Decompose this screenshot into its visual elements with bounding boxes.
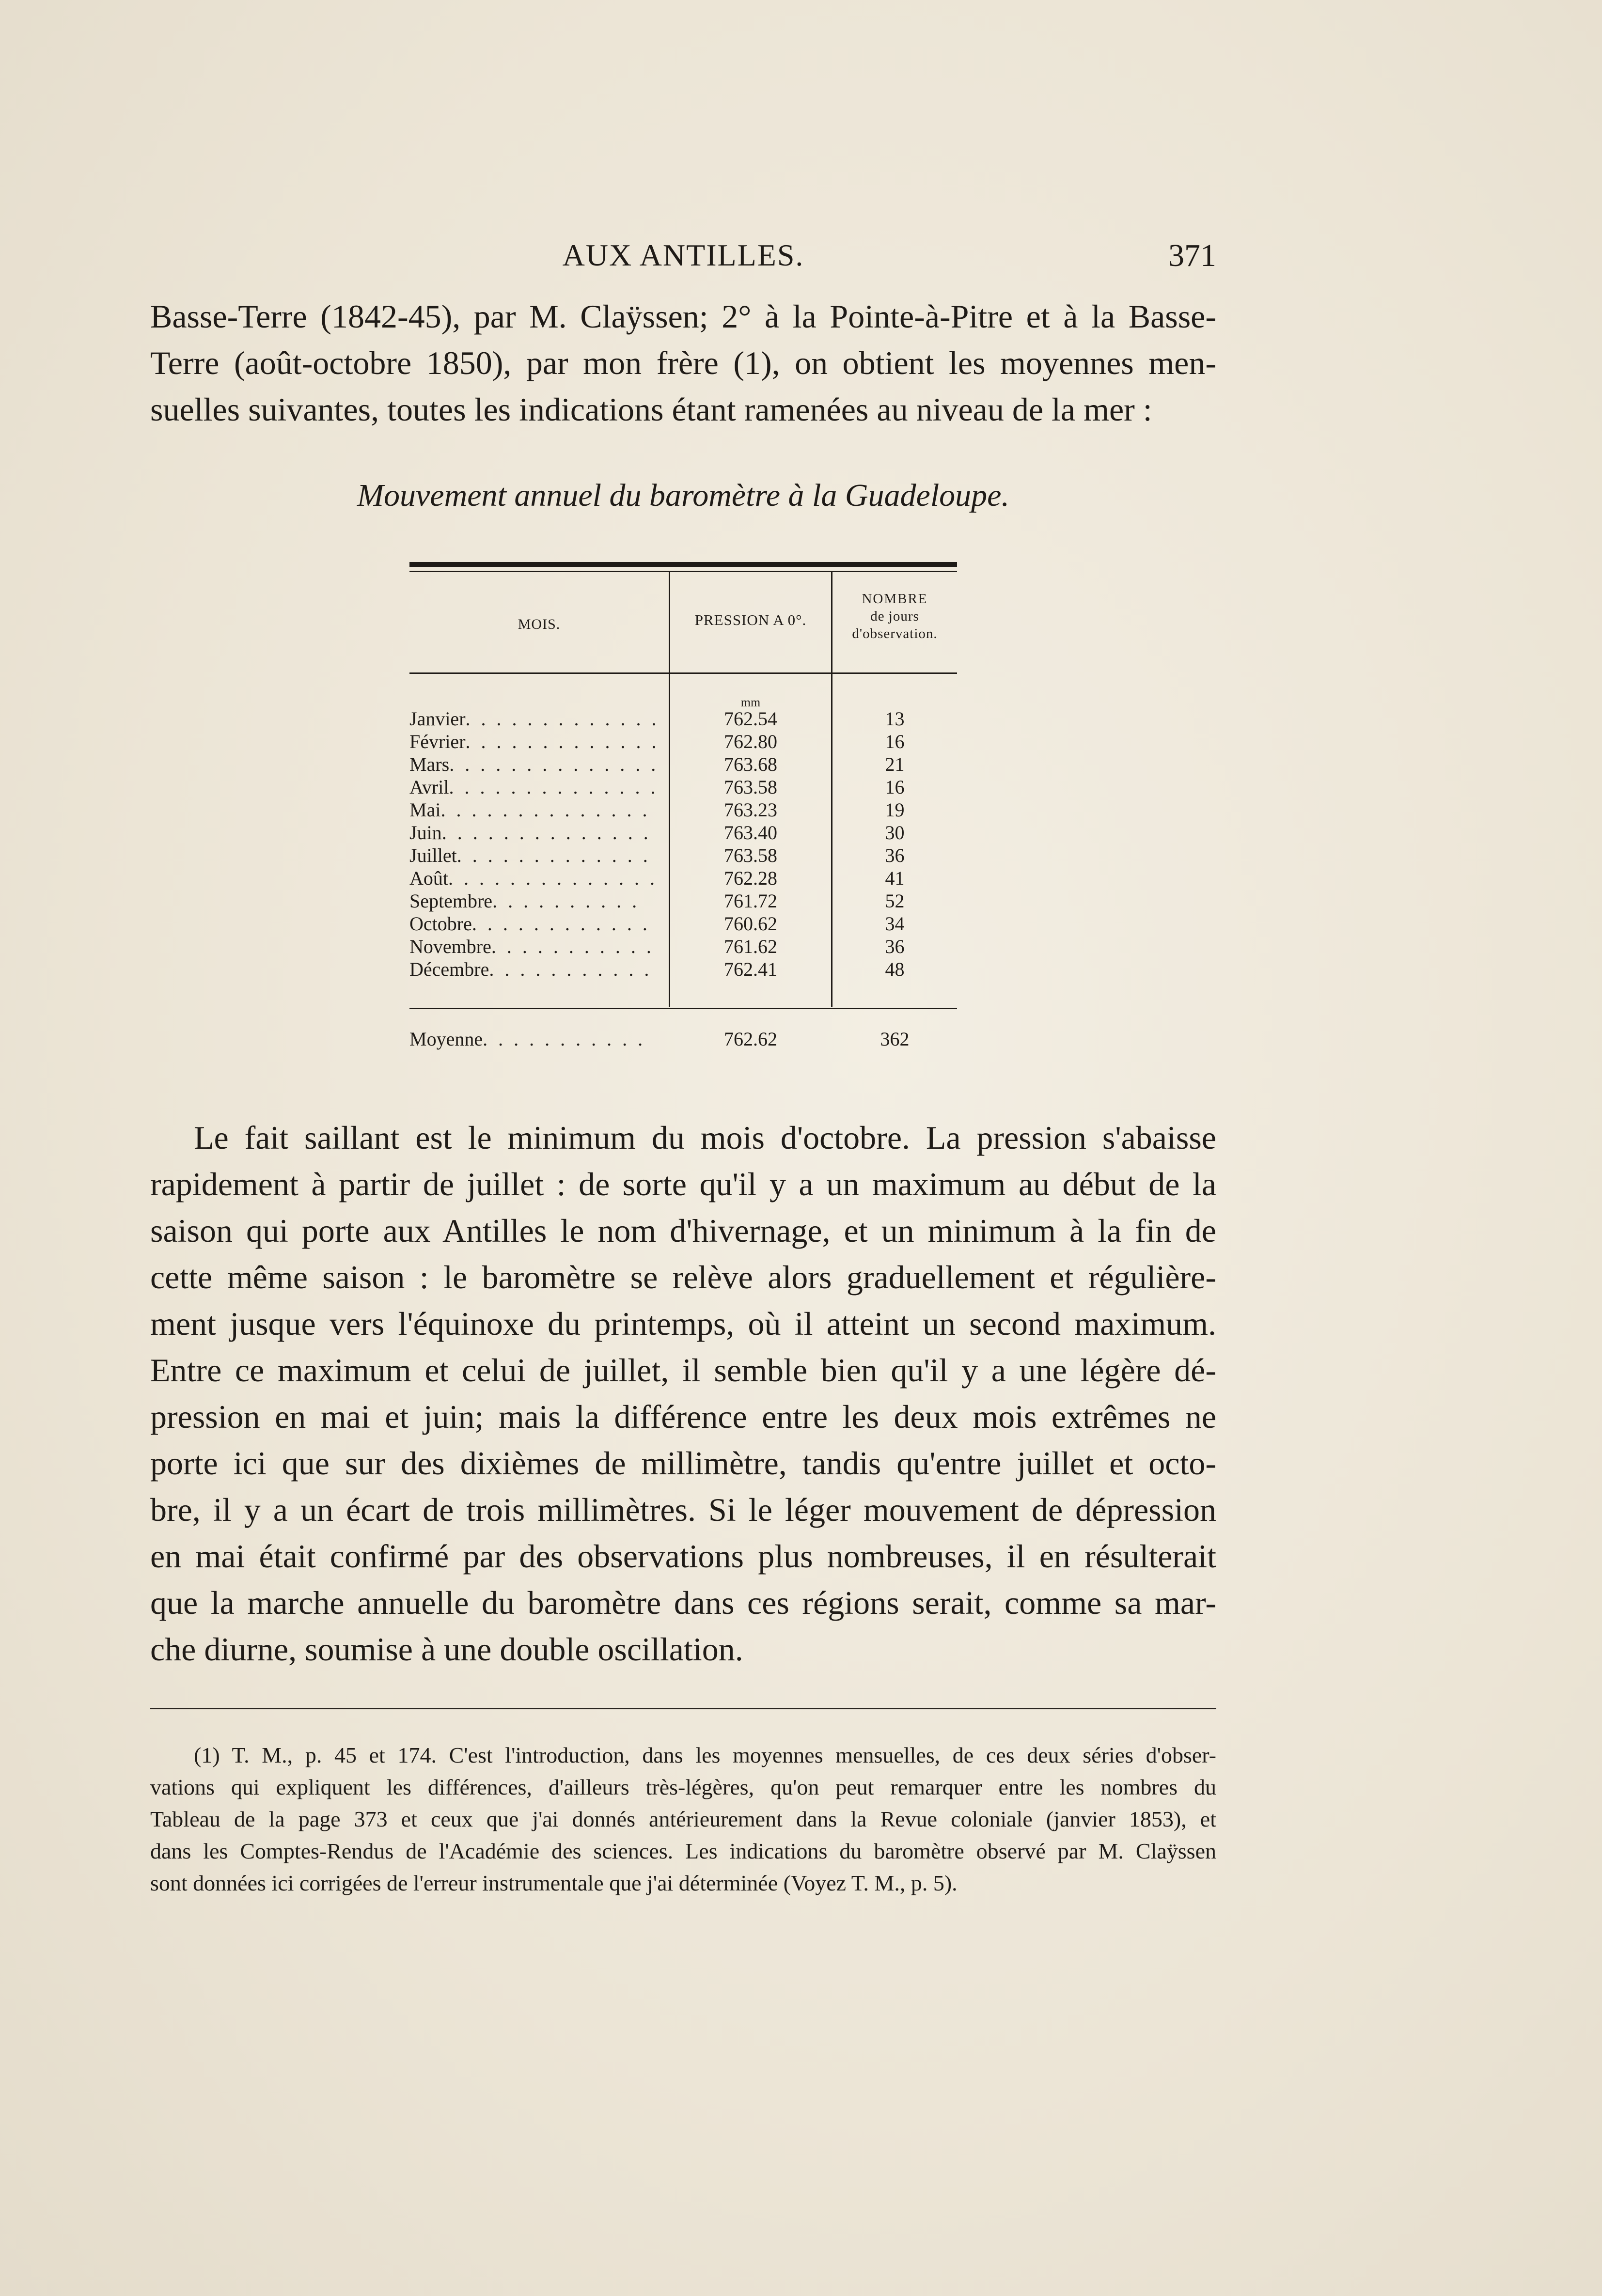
body-paragraph — [150, 1114, 1216, 1672]
text-line: cette même saison : le baromètre se relève alors graduellement et régulière- — [150, 1259, 1216, 1296]
pressure-cell: 762.28 — [724, 867, 777, 889]
table-top-rule-thin — [409, 571, 957, 572]
table-row — [409, 912, 957, 935]
header-pression: PRESSION A 0°. — [694, 611, 807, 628]
month-cell: Mars. . . . . . . . . . . . . . — [409, 753, 659, 775]
text-line: porte ici que sur des dixièmes de millimètre, tandis qu'entre juillet et octo- — [150, 1445, 1216, 1482]
text-line: que la marche annuelle du baromètre dans ces régions serait, comme sa mar- — [150, 1584, 1216, 1621]
table-top-rule — [409, 562, 957, 567]
month-cell: Octobre. . . . . . . . . . . . — [409, 913, 650, 935]
text-line: pression en mai et juin; mais la différence entre les deux mois extrêmes ne — [150, 1398, 1216, 1435]
days-cell: 13 — [885, 708, 905, 730]
page-number: 371 — [1168, 238, 1216, 273]
page-header — [150, 237, 1216, 281]
text-line: en mai était confirmé par des observations plus nombreuses, il en résulterait — [150, 1538, 1216, 1575]
header-nombre-line3: d'observation. — [852, 626, 938, 641]
text-line: Le fait saillant est le minimum du mois d'octobre. La pression s'abaisse — [194, 1119, 1216, 1156]
month-cell: Juillet. . . . . . . . . . . . . — [409, 844, 651, 866]
table-row — [409, 958, 957, 981]
table-row — [409, 935, 957, 958]
footnote-line: (1) T. M., p. 45 et 174. C'est l'introduction, dans les moyennes mensuelles, de ces deux séries d'obser- — [194, 1743, 1216, 1767]
table-row — [409, 821, 957, 844]
pressure-cell: 760.62 — [724, 913, 777, 935]
days-cell: 21 — [885, 753, 905, 775]
pressure-unit: mm — [740, 695, 761, 709]
days-cell: 34 — [885, 913, 905, 935]
barometer-table — [409, 562, 957, 1066]
days-cell: 19 — [885, 799, 905, 821]
footnote-line: vations qui expliquent les différences, d'ailleurs très-légères, qu'on peut remarquer entre les nombres du — [150, 1775, 1216, 1799]
month-cell: Mai. . . . . . . . . . . . . . — [409, 799, 650, 821]
days-cell: 36 — [885, 844, 905, 866]
days-cell: 362 — [880, 1028, 910, 1050]
footnote-line: Tableau de la page 373 et ceux que j'ai donnés antérieurement dans la Revue coloniale (janvier 1853), et — [150, 1807, 1216, 1831]
text-line: saison qui porte aux Antilles le nom d'hivernage, et un minimum à la fin de — [150, 1212, 1216, 1249]
table-header-rule — [409, 672, 957, 674]
text-line: che diurne, soumise à une double oscillation. — [150, 1631, 743, 1668]
month-cell: Décembre. . . . . . . . . . . — [409, 958, 652, 980]
footnote — [150, 1739, 1216, 1899]
text-line: rapidement à partir de juillet : de sorte qu'il y a un maximum au début de la — [150, 1166, 1216, 1203]
table-caption: Mouvement annuel du baromètre à la Guadeloupe. — [357, 478, 1009, 513]
text-line: Terre (août-octobre 1850), par mon frère (1), on obtient les moyennes men- — [150, 344, 1216, 381]
table-bottom-rule — [409, 1008, 957, 1009]
month-cell: Août. . . . . . . . . . . . . . — [409, 867, 658, 889]
table-row — [409, 707, 957, 730]
header-mois: MOIS. — [518, 616, 561, 632]
days-cell: 36 — [885, 936, 905, 957]
month-cell: Septembre. . . . . . . . . . — [409, 890, 640, 912]
table-row — [409, 867, 957, 890]
pressure-cell: 763.58 — [724, 776, 777, 798]
month-cell: Janvier. . . . . . . . . . . . . — [409, 708, 660, 730]
pressure-cell: 761.62 — [724, 936, 777, 957]
pressure-cell: 763.23 — [724, 799, 777, 821]
table-row — [409, 776, 957, 798]
days-cell: 48 — [885, 958, 905, 980]
header-nombre — [832, 590, 957, 642]
month-cell: Juin. . . . . . . . . . . . . . — [409, 822, 651, 843]
table-row — [409, 890, 957, 912]
pressure-cell: 762.54 — [724, 708, 777, 730]
month-cell: Avril. . . . . . . . . . . . . . — [409, 776, 659, 798]
table-row — [409, 844, 957, 867]
days-cell: 52 — [885, 890, 905, 912]
intro-paragraph — [150, 293, 1216, 433]
footnote-rule — [150, 1708, 1216, 1709]
table-mean-row — [409, 1027, 957, 1051]
month-cell: Février. . . . . . . . . . . . . — [409, 731, 660, 752]
footnote-line: sont données ici corrigées de l'erreur instrumentale que j'ai déterminée (Voyez T. M., p. 5). — [150, 1871, 958, 1895]
month-cell: Moyenne. . . . . . . . . . . — [409, 1028, 646, 1050]
pressure-cell: 763.68 — [724, 753, 777, 775]
pressure-cell: 762.41 — [724, 958, 777, 980]
text-line: Basse-Terre (1842-45), par M. Claÿssen; 2° à la Pointe-à-Pitre et à la Basse- — [150, 298, 1216, 335]
table-row — [409, 798, 957, 821]
pressure-cell: 763.58 — [724, 844, 777, 866]
header-nombre-line2: de jours — [870, 609, 919, 624]
text-line: bre, il y a un écart de trois millimètres. Si le léger mouvement de dépression — [150, 1491, 1216, 1528]
table-row — [409, 753, 957, 776]
text-line: ment jusque vers l'équinoxe du printemps, où il atteint un second maximum. — [150, 1305, 1216, 1342]
text-line: suelles suivantes, toutes les indications étant ramenées au niveau de la mer : — [150, 391, 1152, 428]
month-cell: Novembre. . . . . . . . . . . — [409, 936, 654, 957]
header-nombre-line1: NOMBRE — [862, 591, 928, 607]
pressure-cell: 763.40 — [724, 822, 777, 843]
table-row — [409, 730, 957, 753]
text-line: Entre ce maximum et celui de juillet, il semble bien qu'il y a une légère dé- — [150, 1352, 1216, 1389]
table-body — [409, 707, 957, 981]
days-cell: 41 — [885, 867, 905, 889]
days-cell: 30 — [885, 822, 905, 843]
running-title: AUX ANTILLES. — [562, 238, 804, 272]
days-cell: 16 — [885, 776, 905, 798]
pressure-cell: 761.72 — [724, 890, 777, 912]
pressure-cell: 762.62 — [724, 1028, 777, 1050]
days-cell: 16 — [885, 731, 905, 752]
footnote-line: dans les Comptes-Rendus de l'Académie des sciences. Les indications du baromètre observé par M. Claÿssen — [150, 1839, 1216, 1863]
pressure-cell: 762.80 — [724, 731, 777, 752]
